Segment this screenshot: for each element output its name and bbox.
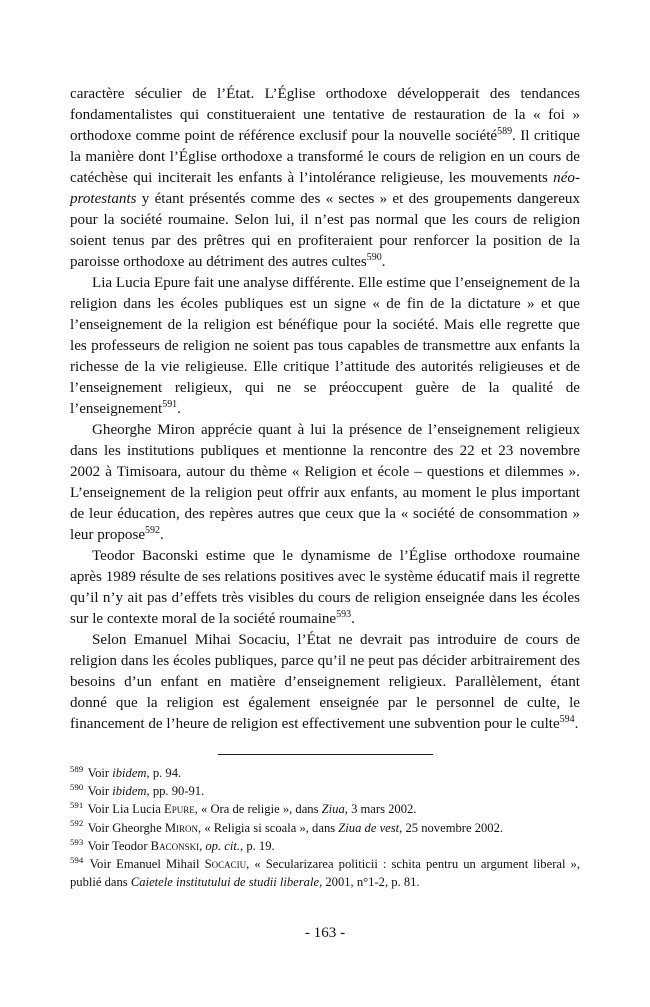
footnote-item-593: $^{593}$ Voir Teodor Baconski, op. cit., p. 19. [70,836,275,853]
footnote-reference-590[interactable]: 590 [366,251,382,263]
footnote-number-591: 591 [70,800,84,811]
italic-phrase: Ziua de vest [338,820,400,835]
page-number: - 163 - [304,925,346,941]
page-content [70,84,580,891]
body-paragraph: Selon Emanuel Mihai Socaciu, l’État ne devrait pas introduire de cours de religion dans les écoles publiques, parce qu’il ne peut pas décider arbitrairement des besoins d’un enfant en matière d’enseignement religieux. Parallèlement, étant donné que la religion est également enseignée par le personnel de culte, le financement de l’heure de religion est effectivement une subvention pour le culte$^{594}$. [70,632,580,732]
body-paragraph: Gheorghe Miron apprécie quant à lui la présence de l’enseignement religieux dans les institutions publiques et mentionne la rencontre des 22 et 23 novembre 2002 à Timisoara, autour du thème « Religion et école – questions et dilemmes ». L’enseignement de la religion peut offrir aux enfants, au moment le plus important de leur éducation, des repères autres que ceux que la « société de consommation » leur propose$^{592}$. [70,422,580,543]
body-text [70,84,580,735]
body-paragraph: Lia Lucia Epure fait une analyse différente. Elle estime que l’enseignement de la religion dans les écoles publiques est un signe « de fin de la dictature » et que l’enseignement de la religion est bénéfique pour la société. Mais elle regrette que les professeurs de religion ne soient pas tous capables de transmettre aux enfants la richesse de la vie religieuse. Elle critique l’attitude des autorités religieuses et de l’enseignement religieux, qui ne se préoccupent guère de la qualité de l’enseignement$^{591}$. [70,275,580,417]
italic-phrase: Caietele institutului de studii liberale [130,875,320,890]
italic-phrase: op. cit. [205,838,241,853]
small-caps-name: Miron [164,820,199,835]
footnote-reference-593[interactable]: 593 [336,608,352,620]
italic-phrase: ibidem [112,784,147,799]
footnote-item-590: $^{590}$ Voir ibidem, pp. 90-91. [70,782,205,799]
footnote-item-591: $^{591}$ Voir Lia Lucia Epure, « Ora de religie », dans Ziua, 3 mars 2002. [70,800,417,817]
small-caps-name: Socaciu [204,857,247,872]
footnote-reference-591[interactable]: 591 [162,398,178,410]
footnote-separator-rule [218,754,433,755]
footnote-item-589: $^{589}$ Voir ibidem, p. 94. [70,763,182,780]
footnote-reference-594[interactable]: 594 [559,713,575,725]
footnote-number-593: 593 [70,836,84,847]
italic-phrase: Ziua [321,802,345,817]
footnote-item-594: $^{594}$ Voir Emanuel Mihail Socaciu, « Secularizarea politicii : schita pentru un argument liberal », publié dans Caietele institutului de studii liberale, 2001, n°1-2, p. 81. [70,854,581,890]
body-paragraph: Teodor Baconski estime que le dynamisme de l’Église orthodoxe roumaine après 1989 résulte de ses relations positives avec le système éducatif mais il regrette qu’il n’y ait pas d’effets très visibles du cours de religion enseignée dans les écoles sur le contexte moral de la société roumaine$^{593}$. [70,548,580,627]
footnote-item-592: $^{592}$ Voir Gheorghe Miron, « Religia si scoala », dans Ziua de vest, 25 novembre 2002. [70,818,504,835]
italic-phrase: néo-protestants [70,170,580,207]
footnote-number-589: 589 [70,763,84,774]
body-paragraph: caractère séculier de l’État. L’Église orthodoxe développerait des tendances fondamentalistes qui constitueraient une tentative de restauration de la « foi » orthodoxe comme point de référence exclusif pour la nouvelle société$^{589}$. Il critique la manière dont l’Église orthodoxe a transformé le cours de religion en un cours de catéchèse qui inciterait les enfants à l’intolérance religieuse, les mouvements néo-protestants y étant présentés comme des « sectes » et des groupements dangereux pour la société roumaine. Selon lui, il n’est pas normal que les cours de religion soient tenus par des prêtres qui en profiteraient pour renforcer la position de la paroisse orthodoxe au détriment des autres cultes$^{590}$. [70,86,580,270]
footnote-number-594: 594 [70,854,84,865]
footnotes-section [70,764,580,891]
small-caps-name: Epure [164,802,195,817]
footnote-reference-592[interactable]: 592 [145,524,160,536]
footnote-number-592: 592 [70,818,84,829]
footnote-number-590: 590 [70,782,84,793]
footnote-reference-589[interactable]: 589 [497,125,513,137]
small-caps-name: Baconski [150,838,200,853]
italic-phrase: ibidem [112,766,147,780]
